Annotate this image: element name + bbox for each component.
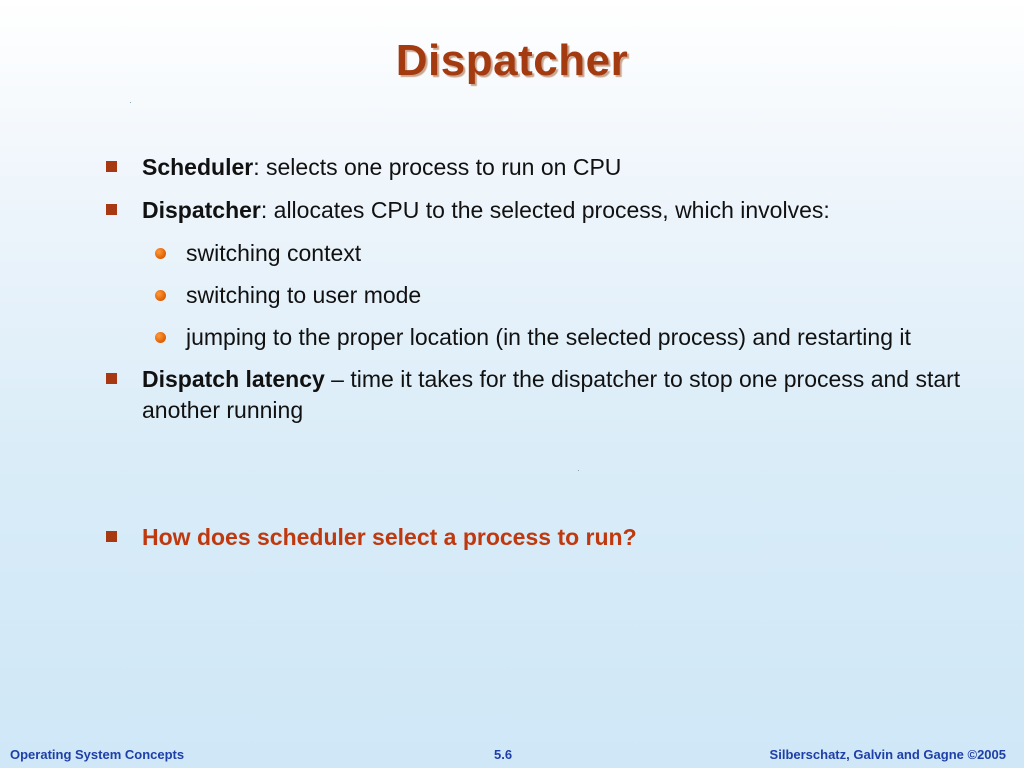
bullet-text: : selects one process to run on CPU	[253, 154, 622, 180]
footer-book-title: Operating System Concepts	[10, 747, 185, 762]
square-bullet-icon	[106, 204, 117, 215]
sub-bullet-jumping	[104, 322, 964, 353]
square-bullet-icon	[106, 531, 117, 542]
sub-bullet-switching-context	[104, 238, 964, 269]
bullet-term: Dispatch latency	[142, 366, 325, 392]
bullet-scheduler	[104, 152, 964, 183]
sub-bullet-text: switching to user mode	[186, 282, 422, 308]
bullet-text: – time it takes for the dispatcher to stop one process and start another running	[142, 366, 961, 423]
circle-bullet-icon	[155, 248, 166, 259]
circle-bullet-icon	[155, 332, 166, 343]
footer-page-number: 5.6	[494, 747, 513, 762]
bullet-dispatcher	[104, 195, 964, 226]
sub-bullet-user-mode	[104, 280, 964, 311]
bullet-question	[104, 522, 964, 553]
bullet-term: Scheduler	[142, 154, 254, 180]
circle-bullet-icon	[155, 290, 166, 301]
slide-content	[104, 152, 964, 565]
footer-authors: Silberschatz, Galvin and Gagne ©2005	[769, 747, 1006, 762]
bullet-text: : allocates CPU to the selected process, which involves:	[260, 197, 830, 223]
speck-mark	[130, 102, 131, 103]
sub-bullet-text: switching context	[186, 240, 362, 266]
question-text: How does scheduler select a process to run?	[142, 524, 637, 550]
slide-title: Dispatcher	[395, 36, 629, 85]
speck-mark	[578, 470, 579, 471]
square-bullet-icon	[106, 161, 117, 172]
spacer	[104, 438, 964, 522]
square-bullet-icon	[106, 373, 117, 384]
sub-bullet-text: jumping to the proper location (in the selected process) and restarting it	[186, 324, 911, 350]
bullet-dispatch-latency	[104, 364, 964, 426]
bullet-term: Dispatcher	[142, 197, 261, 223]
